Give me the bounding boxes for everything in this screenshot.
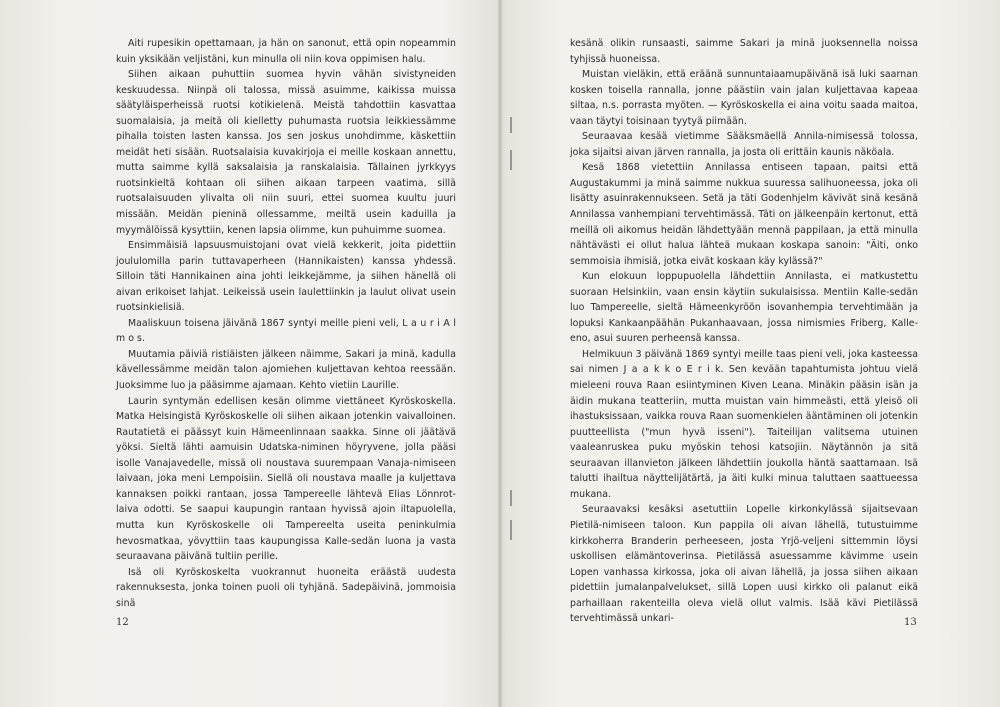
margin-mark	[510, 490, 512, 506]
margin-mark	[510, 150, 512, 170]
margin-mark	[510, 520, 512, 540]
page-number-left: 12	[116, 617, 129, 628]
right-page-text	[570, 36, 918, 627]
paragraph: Seuraavaa kesää vietimme Sääksmäellä Annila-nimisessä tolossa, joka sijaitsi aivan järven rannalla, ja josta oli erittäin kaunis näköala.	[570, 131, 918, 158]
paragraph: Kesä 1868 vietettiin Annilassa entiseen tapaan, paitsi että Augustakummi ja minä saimme nukkua suuressa salihuoneessa, joka oli lisätty asuinrakennukseen. Setä ja täti Godenhjelm kävivät sinä kesänä Annilassa vanhempiani tervehtimässä. Täti on jälkeenpäin kertonut, että meillä oli aikomus heidän lähdettyään mennä pappilaan, ja että minulla nähtävästi ei ollut halua lähteä mukaan koskapa sanoin: "Äiti, onko semmoisia ihmisiä, jotka eivät koskaan käy kylässä?"	[570, 162, 918, 267]
paragraph: Seuraavaksi kesäksi asetuttiin Lopelle kirkonkylässä sijaitsevaan Pietilä-nimiseen taloon. Kun pappila oli aivan lähellä, tutustuimme kirkkoherra Branderin perheeseen, josta Yrjö-veljeni sittemmin löysi uskollisen elämäntoverinsa. Pietilässä asuessamme kävimme usein Lopen vanhassa kirkossa, joka oli aivan lähellä, ja jossa siihen aikaan pidettiin jumalanpalvelukset, sillä Lopen uusi kirkko oli palanut eikä parhaillaan rakenteilla oleva vielä ollut valmis. Isää kävi Pietilässä tervehtimässä unkari-	[570, 504, 918, 625]
paragraph: Siihen aikaan puhuttiin suomea hyvin vähän sivistyneiden keskuudessa. Niinpä oli talossa, missä asuimme, kaikissa muissa säätyläisperheissä ruotsi kotikielenä. Meistä tahdottiin kasvattaa suomalaisia, ja meitä oli kielletty puhumasta ruotsia leikkiessämme pihalla toisten lasten kanssa. Jos sen joskus unohdimme, käskettiin meidät heti sisään. Ruotsalaisia kuvakirjoja ei meille koskaan annettu, mutta saimme kyllä saksalaisia ja ranskalaisia. Tällainen jyrkkyys ruotsinkieltä kohtaan oli siihen aikaan tarpeen vaatima, sillä ruotsalaisuuden ylivalta oli niin suuri, ettei suomea kuultu juuri missään. Meidän pieninä ollessamme, meiltä usein kaduilla ja myymälöissä kysyttiin, kenen lapsia olimme, kun puhuimme suomea.	[116, 69, 456, 236]
paragraph: kesänä olikin runsaasti, saimme Sakari ja minä juoksennella noissa tyhjissä huoneissa.	[570, 38, 918, 65]
page-number-right: 13	[904, 617, 917, 628]
paragraph: Aiti rupesikin opettamaan, ja hän on sanonut, että opin nopeammin kuin yksikään veljistäni, kun minulla oli niin kova oppimisen halu.	[116, 38, 456, 65]
margin-mark	[510, 117, 512, 133]
paragraph: Maaliskuun toisena jäivänä 1867 syntyi meille pieni veli, L a u r i A l m o s.	[116, 317, 456, 345]
paragraph: Ensimmäisiä lapsuusmuistojani ovat vielä kekkerit, joita pidettiin joululomilla parin tuttavaperheen (Hannikaisten) kanssa yhdessä. Silloin täti Hannikainen aina johti leikkejämme, ja siihen hänellä oli aivan erikoiset lahjat. Leikeissä usein laulettiinkin ja laulut olivat usein ruotsinkielisiä.	[116, 240, 456, 314]
paragraph: Muutamia päiviä ristiäisten jälkeen näimme, Sakari ja minä, kadulla kävellessämme meidän talon ajomiehen kuljettavan kehtoa reessään. Juoksimme luo ja pääsimme ajamaan. Kehto vietiin Laurille.	[116, 348, 456, 392]
paragraph: Muistan vieläkin, että eräänä sunnuntaiaamupäivänä isä luki saarnan kosken toisella rannalla, jonne päästiin vain jalan kuljettavaa kapeaa siltaa, n.s. porrasta myöten. — Kyröskoskella ei aina voitu saada maitoa, vaan täytyi toisinaan tyytyä piimään.	[570, 69, 918, 127]
paragraph: Helmikuun 3 päivänä 1869 syntyi meille taas pieni veli, joka kasteessa sai nimen J a a k k o E r i k. Sen kevään tapahtumista johtuu vielä mieleeni rouva Raan esiintyminen Kiven Leana. Minäkin pääsin isän ja äidin mukana teatteriin, mutta muistan vain himmeästi, että yleisö oli ihastuksissaan, vaikka rouva Raan suomenkielen ääntäminen oli jotenkin puutteellista ("mun hyvä isseni"). Taiteilijan valitsema utuinen vaaleanruskea puku myöskin tehosi katsojiin. Näytännön ja sitä seuraavan illanvieton jälkeen lähdettiin joukolla häntä saattamaan. Isä talutti ihailtua näyttelijätärtä, ja äiti kulki minua taluttaen saattueessa mukana.	[570, 348, 918, 500]
book-gutter	[498, 0, 502, 707]
left-page-text	[116, 36, 456, 611]
paragraph: Laurin syntymän edellisen kesän olimme viettäneet Kyröskoskella. Matka Helsingistä Kyröskoskelle oli siihen aikaan jotenkin vaivalloinen. Rautatietä ei päässyt kuin Hämeenlinnaan saakka. Sinne oli jäätävä yöksi. Sieltä lähti aamuisin Udatska-niminen höyryvene, jolla pääsi isolle Vanajavedelle, missä oli noustava suurempaan Vanaja-nimiseen laivaan, joka meni Lempoisiin. Siellä oli noustava maalle ja kuljettava kannaksen poikki rantaan, jossa Tampereelle lähtevä Elias Lönnrot-laiva odotti. Se saapui kaupungin rantaan hyvissä ajoin iltapuolella, mutta kun Kyröskoskelle oli Tampereelta useita peninkulmia hevosmatkaa, yövyttiin taas kaupungissa Kalle-sedän luona ja vasta seuraavana päivänä tultiin perille.	[116, 395, 456, 563]
paragraph: Kun elokuun loppupuolella lähdettiin Annilasta, ei matkustettu suoraan Helsinkiin, vaan ensin käytiin sukulaisissa. Mentiin Kalle-sedän luo Tampereelle, sieltä Hämeenkyröön isovanhempia tervehtimään ja lopuksi Kankaanpäähän Pukanhaavaan, jossa nimismies Friberg, Kalle-eno, asui suuren perheensä kanssa.	[570, 271, 918, 345]
paragraph: Isä oli Kyröskoskelta vuokrannut huoneita eräästä uudesta rakennuksesta, jonka toinen puoli oli tyhjänä. Sadepäivinä, jommoisia sinä	[116, 566, 456, 609]
